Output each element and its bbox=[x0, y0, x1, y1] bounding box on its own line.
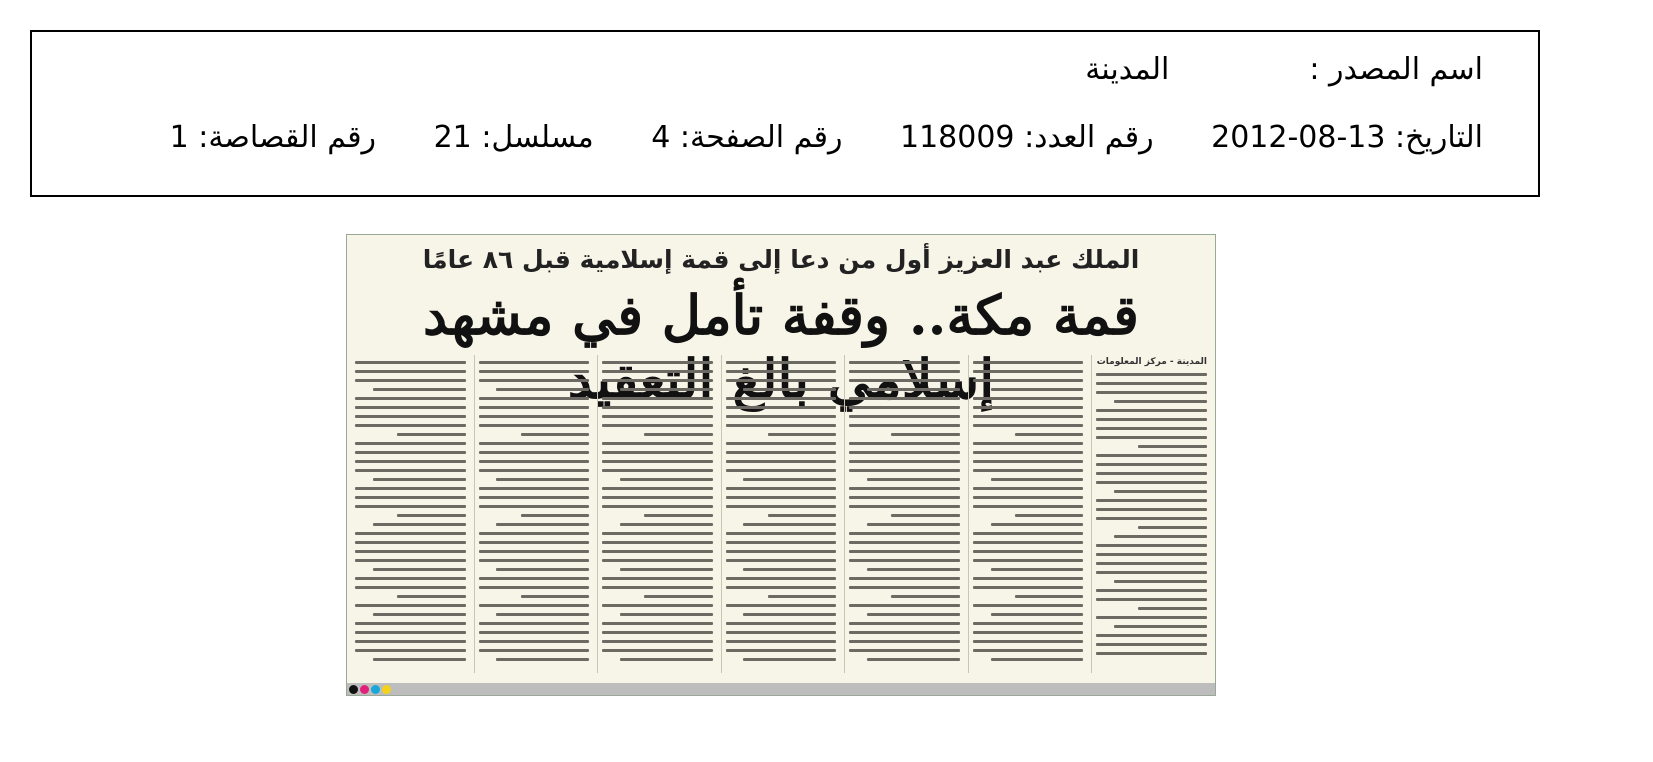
text-line bbox=[355, 424, 466, 427]
text-line bbox=[479, 640, 590, 643]
text-line bbox=[355, 640, 466, 643]
text-line bbox=[726, 415, 837, 418]
text-line bbox=[1114, 580, 1207, 583]
text-line bbox=[743, 478, 836, 481]
text-line bbox=[1015, 514, 1084, 517]
text-line bbox=[602, 505, 713, 508]
text-line bbox=[521, 595, 590, 598]
text-line bbox=[355, 361, 466, 364]
text-line bbox=[743, 523, 836, 526]
text-line bbox=[355, 505, 466, 508]
article-column bbox=[1091, 355, 1211, 673]
text-line bbox=[355, 586, 466, 589]
text-line bbox=[867, 568, 960, 571]
text-line bbox=[1096, 589, 1207, 592]
text-line bbox=[726, 640, 837, 643]
text-line bbox=[1096, 436, 1207, 439]
text-line bbox=[973, 586, 1084, 589]
text-line bbox=[373, 478, 466, 481]
clip-label: رقم القصاصة: bbox=[198, 120, 377, 155]
text-line bbox=[867, 478, 960, 481]
text-line bbox=[479, 370, 590, 373]
text-line bbox=[355, 442, 466, 445]
text-line bbox=[373, 613, 466, 616]
text-line bbox=[644, 595, 713, 598]
text-line bbox=[602, 469, 713, 472]
date-label: التاريخ: bbox=[1395, 120, 1483, 155]
text-line bbox=[1015, 433, 1084, 436]
text-line bbox=[479, 451, 590, 454]
text-line bbox=[726, 604, 837, 607]
text-line bbox=[973, 649, 1084, 652]
text-line bbox=[496, 613, 589, 616]
text-line bbox=[849, 496, 960, 499]
text-line bbox=[973, 550, 1084, 553]
article-headline: قمة مكة.. وقفة تأمل في مشهد bbox=[423, 283, 1139, 347]
text-line bbox=[726, 505, 837, 508]
text-line bbox=[1096, 454, 1207, 457]
text-line bbox=[1096, 544, 1207, 547]
text-line bbox=[355, 577, 466, 580]
text-line bbox=[849, 550, 960, 553]
text-line bbox=[479, 379, 590, 382]
text-line bbox=[768, 514, 837, 517]
text-line bbox=[973, 370, 1084, 373]
text-line bbox=[479, 469, 590, 472]
text-line bbox=[726, 397, 837, 400]
article-column bbox=[968, 355, 1088, 673]
article-column bbox=[721, 355, 841, 673]
source-value: المدينة bbox=[1085, 52, 1170, 87]
text-line bbox=[849, 487, 960, 490]
text-line bbox=[1096, 643, 1207, 646]
text-line bbox=[644, 433, 713, 436]
text-line bbox=[479, 424, 590, 427]
text-line bbox=[991, 613, 1084, 616]
text-line bbox=[602, 397, 713, 400]
text-line bbox=[355, 451, 466, 454]
text-line bbox=[849, 541, 960, 544]
text-line bbox=[602, 370, 713, 373]
text-line bbox=[1114, 400, 1207, 403]
text-line bbox=[1114, 535, 1207, 538]
text-line bbox=[973, 541, 1084, 544]
text-line bbox=[620, 388, 713, 391]
text-line bbox=[496, 658, 589, 661]
text-line bbox=[973, 640, 1084, 643]
text-line bbox=[602, 586, 713, 589]
text-line bbox=[521, 433, 590, 436]
text-line bbox=[496, 388, 589, 391]
text-line bbox=[602, 460, 713, 463]
article-column bbox=[351, 355, 470, 673]
text-line bbox=[768, 433, 837, 436]
text-line bbox=[479, 496, 590, 499]
text-line bbox=[849, 640, 960, 643]
text-line bbox=[602, 631, 713, 634]
text-line bbox=[355, 406, 466, 409]
text-line bbox=[726, 532, 837, 535]
text-line bbox=[849, 586, 960, 589]
text-line bbox=[973, 415, 1084, 418]
text-line bbox=[849, 397, 960, 400]
text-line bbox=[743, 388, 836, 391]
text-line bbox=[726, 424, 837, 427]
text-line bbox=[602, 577, 713, 580]
text-line bbox=[973, 577, 1084, 580]
text-line bbox=[973, 622, 1084, 625]
text-line bbox=[1096, 382, 1207, 385]
text-line bbox=[849, 406, 960, 409]
text-line bbox=[1096, 418, 1207, 421]
text-line bbox=[1096, 553, 1207, 556]
text-line bbox=[726, 577, 837, 580]
text-line bbox=[355, 370, 466, 373]
text-line bbox=[891, 514, 960, 517]
text-line bbox=[973, 469, 1084, 472]
text-line bbox=[602, 559, 713, 562]
text-line bbox=[743, 613, 836, 616]
text-line bbox=[1096, 652, 1207, 655]
text-line bbox=[479, 460, 590, 463]
text-line bbox=[479, 442, 590, 445]
text-line bbox=[849, 649, 960, 652]
text-line bbox=[355, 532, 466, 535]
text-line bbox=[479, 559, 590, 562]
text-line bbox=[620, 568, 713, 571]
text-line bbox=[355, 631, 466, 634]
text-line bbox=[496, 478, 589, 481]
text-line bbox=[479, 415, 590, 418]
text-line bbox=[849, 379, 960, 382]
text-line bbox=[602, 442, 713, 445]
text-line bbox=[849, 415, 960, 418]
text-line bbox=[602, 541, 713, 544]
text-line bbox=[849, 577, 960, 580]
text-line bbox=[479, 550, 590, 553]
text-line bbox=[891, 433, 960, 436]
text-line bbox=[1015, 595, 1084, 598]
text-line bbox=[355, 559, 466, 562]
text-line bbox=[973, 451, 1084, 454]
text-line bbox=[479, 397, 590, 400]
text-line bbox=[1096, 634, 1207, 637]
color-registration-dot bbox=[382, 685, 391, 694]
text-line bbox=[496, 523, 589, 526]
text-line bbox=[973, 424, 1084, 427]
text-line bbox=[726, 379, 837, 382]
text-line bbox=[743, 568, 836, 571]
clip-value: 1 bbox=[169, 120, 189, 155]
text-line bbox=[620, 523, 713, 526]
text-line bbox=[849, 424, 960, 427]
text-line bbox=[726, 460, 837, 463]
text-line bbox=[726, 451, 837, 454]
text-line bbox=[973, 379, 1084, 382]
text-line bbox=[726, 442, 837, 445]
text-line bbox=[355, 487, 466, 490]
article-column bbox=[474, 355, 594, 673]
text-line bbox=[602, 604, 713, 607]
text-line bbox=[355, 415, 466, 418]
text-line bbox=[973, 505, 1084, 508]
text-line bbox=[973, 406, 1084, 409]
text-line bbox=[867, 523, 960, 526]
text-line bbox=[355, 469, 466, 472]
text-line bbox=[1096, 391, 1207, 394]
text-line bbox=[991, 568, 1084, 571]
text-line bbox=[355, 397, 466, 400]
text-line bbox=[373, 388, 466, 391]
text-line bbox=[479, 622, 590, 625]
text-line bbox=[1096, 598, 1207, 601]
text-line bbox=[602, 424, 713, 427]
text-line bbox=[1138, 526, 1207, 529]
article-column bbox=[597, 355, 717, 673]
text-line bbox=[479, 487, 590, 490]
text-line bbox=[1138, 445, 1207, 448]
text-line bbox=[973, 487, 1084, 490]
text-line bbox=[849, 469, 960, 472]
text-line bbox=[397, 595, 466, 598]
text-line bbox=[849, 559, 960, 562]
article-columns bbox=[351, 355, 1211, 673]
text-line bbox=[726, 622, 837, 625]
text-line bbox=[602, 622, 713, 625]
text-line bbox=[849, 361, 960, 364]
issue-label: رقم العدد: bbox=[1024, 120, 1154, 155]
text-line bbox=[355, 649, 466, 652]
text-line bbox=[602, 451, 713, 454]
text-line bbox=[479, 406, 590, 409]
text-line bbox=[1138, 607, 1207, 610]
text-line bbox=[991, 523, 1084, 526]
text-line bbox=[726, 361, 837, 364]
article-kicker: الملك عبد العزيز أول من دعا إلى قمة إسلامية قبل ٨٦ عامًا bbox=[422, 245, 1140, 274]
text-line bbox=[726, 406, 837, 409]
text-line bbox=[973, 532, 1084, 535]
text-line bbox=[1096, 571, 1207, 574]
text-line bbox=[1096, 517, 1207, 520]
meta-row bbox=[170, 120, 1483, 155]
text-line bbox=[991, 658, 1084, 661]
text-line bbox=[1096, 562, 1207, 565]
serial-label: مسلسل: bbox=[481, 120, 594, 155]
text-line bbox=[355, 604, 466, 607]
text-line bbox=[479, 505, 590, 508]
text-line bbox=[479, 361, 590, 364]
text-line bbox=[891, 595, 960, 598]
text-line bbox=[397, 433, 466, 436]
text-line bbox=[991, 388, 1084, 391]
text-line bbox=[602, 649, 713, 652]
text-line bbox=[867, 613, 960, 616]
text-line bbox=[355, 496, 466, 499]
text-line bbox=[1096, 373, 1207, 376]
source-label: اسم المصدر : bbox=[1309, 52, 1483, 87]
text-line bbox=[620, 478, 713, 481]
text-line bbox=[620, 613, 713, 616]
newspaper-clipping bbox=[346, 234, 1216, 696]
text-line bbox=[1096, 616, 1207, 619]
text-line bbox=[1114, 490, 1207, 493]
text-line bbox=[355, 460, 466, 463]
text-line bbox=[973, 442, 1084, 445]
text-line bbox=[602, 379, 713, 382]
source-row bbox=[1085, 52, 1483, 87]
text-line bbox=[1096, 508, 1207, 511]
text-line bbox=[726, 550, 837, 553]
text-line bbox=[849, 460, 960, 463]
color-registration-dot bbox=[360, 685, 369, 694]
text-line bbox=[726, 631, 837, 634]
text-line bbox=[768, 595, 837, 598]
text-line bbox=[602, 640, 713, 643]
page-label: رقم الصفحة: bbox=[679, 120, 843, 155]
text-line bbox=[743, 658, 836, 661]
registration-dots bbox=[349, 685, 391, 694]
serial-value: 21 bbox=[433, 120, 472, 155]
text-line bbox=[867, 388, 960, 391]
text-line bbox=[602, 406, 713, 409]
text-line bbox=[602, 550, 713, 553]
color-registration-dot bbox=[371, 685, 380, 694]
text-line bbox=[355, 379, 466, 382]
text-line bbox=[849, 442, 960, 445]
text-line bbox=[849, 631, 960, 634]
text-line bbox=[373, 658, 466, 661]
text-line bbox=[602, 487, 713, 490]
text-line bbox=[867, 658, 960, 661]
text-line bbox=[726, 487, 837, 490]
text-line bbox=[496, 568, 589, 571]
text-line bbox=[373, 568, 466, 571]
article-byline: المدينة - مركز المعلومات bbox=[1096, 357, 1207, 367]
text-line bbox=[1096, 463, 1207, 466]
text-line bbox=[602, 415, 713, 418]
text-line bbox=[973, 559, 1084, 562]
text-line bbox=[602, 532, 713, 535]
page-value: 4 bbox=[651, 120, 671, 155]
text-line bbox=[479, 604, 590, 607]
text-line bbox=[726, 586, 837, 589]
text-line bbox=[397, 514, 466, 517]
text-line bbox=[479, 649, 590, 652]
article-column bbox=[844, 355, 964, 673]
text-line bbox=[973, 631, 1084, 634]
issue-value: 118009 bbox=[899, 120, 1015, 155]
text-line bbox=[726, 496, 837, 499]
text-line bbox=[644, 514, 713, 517]
text-line bbox=[1096, 472, 1207, 475]
text-line bbox=[602, 361, 713, 364]
text-line bbox=[355, 550, 466, 553]
text-line bbox=[991, 478, 1084, 481]
text-line bbox=[1096, 409, 1207, 412]
text-line bbox=[479, 631, 590, 634]
text-line bbox=[373, 523, 466, 526]
text-line bbox=[849, 370, 960, 373]
text-line bbox=[479, 577, 590, 580]
text-line bbox=[1096, 499, 1207, 502]
date-value: 2012-08-13 bbox=[1211, 120, 1386, 155]
text-line bbox=[849, 622, 960, 625]
text-line bbox=[726, 469, 837, 472]
text-line bbox=[973, 460, 1084, 463]
text-line bbox=[620, 658, 713, 661]
clipping-info-box bbox=[30, 30, 1540, 197]
text-line bbox=[521, 514, 590, 517]
text-line bbox=[1114, 625, 1207, 628]
text-line bbox=[1096, 481, 1207, 484]
text-line bbox=[355, 622, 466, 625]
text-line bbox=[726, 559, 837, 562]
print-color-bar bbox=[347, 683, 1215, 695]
text-line bbox=[479, 532, 590, 535]
text-line bbox=[1096, 427, 1207, 430]
text-line bbox=[849, 451, 960, 454]
text-line bbox=[602, 496, 713, 499]
text-line bbox=[849, 505, 960, 508]
text-line bbox=[849, 604, 960, 607]
text-line bbox=[973, 604, 1084, 607]
text-line bbox=[726, 649, 837, 652]
text-line bbox=[973, 496, 1084, 499]
text-line bbox=[355, 541, 466, 544]
text-line bbox=[849, 532, 960, 535]
text-line bbox=[479, 541, 590, 544]
text-line bbox=[726, 541, 837, 544]
text-line bbox=[973, 361, 1084, 364]
text-line bbox=[479, 586, 590, 589]
text-line bbox=[973, 397, 1084, 400]
text-line bbox=[726, 370, 837, 373]
color-registration-dot bbox=[349, 685, 358, 694]
